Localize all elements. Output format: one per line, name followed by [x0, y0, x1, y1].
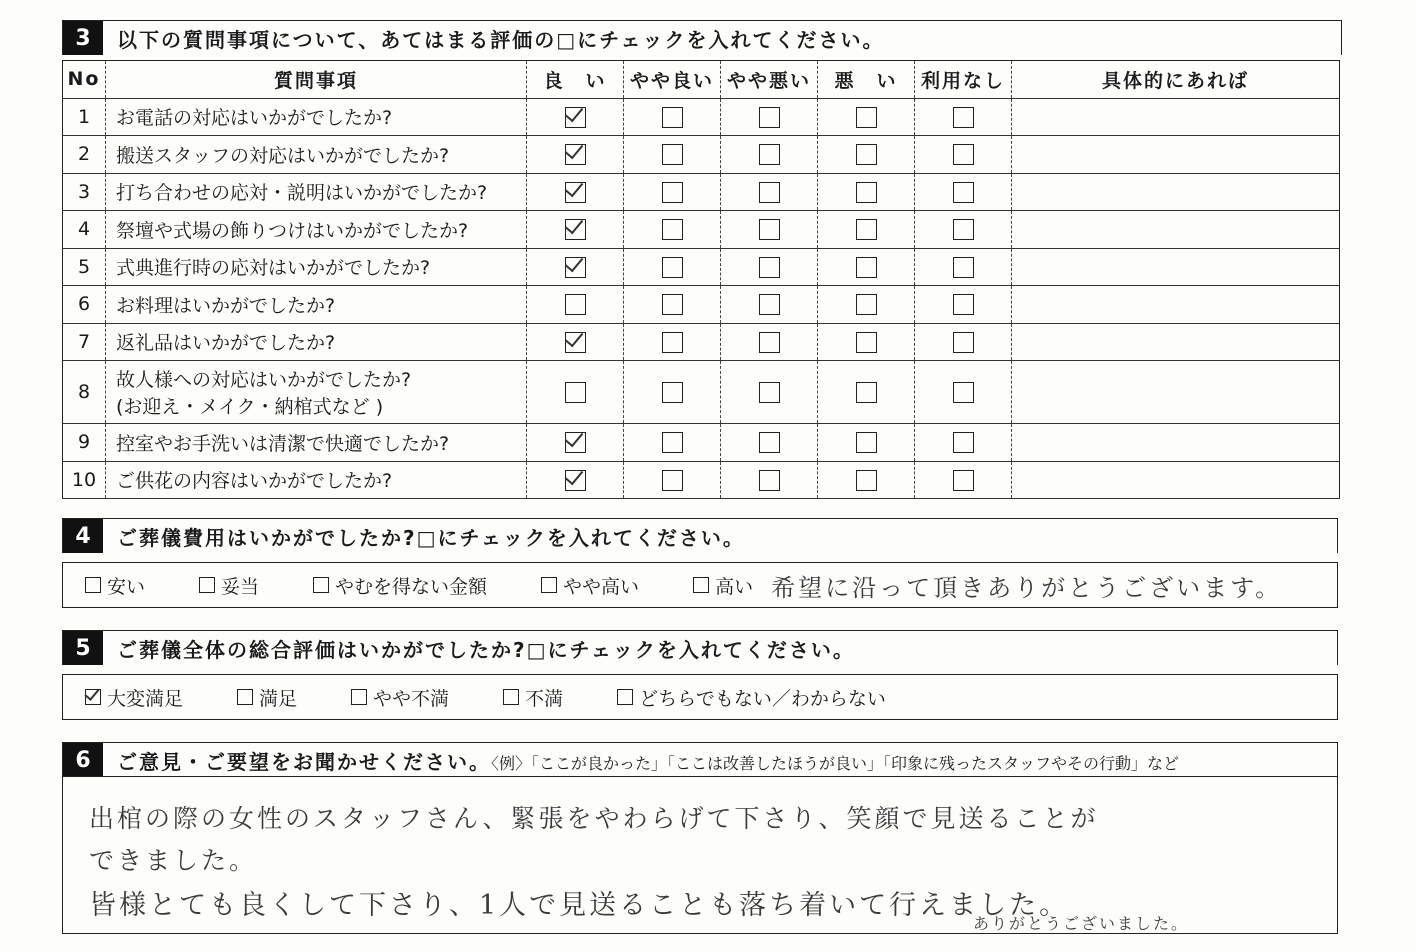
checkbox-not-used[interactable]: [953, 219, 974, 240]
cell-not-used: [915, 286, 1012, 324]
cost-option-high[interactable]: [693, 572, 753, 599]
cell-bad: [818, 211, 915, 249]
checkbox-fairly-good[interactable]: [662, 470, 683, 491]
comment-line-1: 出棺の際の女性のスタッフさん、緊張をやわらげて下さり、笑顔で見送ることが: [89, 804, 1099, 833]
checkbox-fairly-good[interactable]: [662, 144, 683, 165]
cell-not-used: [915, 323, 1012, 361]
cell-good: [527, 323, 624, 361]
row-number: 4: [63, 211, 106, 249]
notes-cell[interactable]: [1012, 424, 1340, 462]
option-label: 高い: [715, 575, 754, 598]
checkbox[interactable]: [199, 577, 215, 593]
header-good: 良 い: [527, 61, 624, 99]
table-row: [63, 136, 1340, 174]
cell-not-used: [915, 361, 1012, 424]
section6-title: [103, 746, 1179, 775]
question-line: 控室やお手洗いは清潔で快適でしたか?: [116, 432, 450, 455]
cell-fairly-bad: [721, 248, 818, 286]
checkbox-fairly-bad[interactable]: [759, 470, 780, 491]
cell-bad: [818, 98, 915, 136]
cost-option-slightly-high[interactable]: [541, 572, 639, 599]
table-header-row: [63, 61, 1340, 99]
cell-fairly-good: [624, 323, 721, 361]
cell-fairly-good: [624, 361, 721, 424]
cell-not-used: [915, 173, 1012, 211]
cell-good: [527, 98, 624, 136]
notes-cell[interactable]: [1012, 98, 1340, 136]
table-row: [63, 248, 1340, 286]
row-number: 5: [63, 248, 106, 286]
checkbox-good[interactable]: [565, 294, 586, 315]
row-number: 7: [63, 323, 106, 361]
cell-bad: [818, 136, 915, 174]
checkbox-fairly-bad[interactable]: [759, 382, 780, 403]
notes-cell[interactable]: [1012, 361, 1340, 424]
section6-title-text: ご意見・ご要望をお聞かせください。: [117, 749, 491, 774]
cell-fairly-bad: [721, 286, 818, 324]
section5-number: 5: [63, 631, 103, 665]
cell-fairly-bad: [721, 136, 818, 174]
checkbox[interactable]: [85, 577, 101, 593]
checkbox[interactable]: [617, 689, 633, 705]
checkbox-not-used[interactable]: [953, 382, 974, 403]
option-label: どちらでもない／わからない: [639, 687, 886, 710]
notes-cell[interactable]: [1012, 286, 1340, 324]
notes-cell[interactable]: [1012, 136, 1340, 174]
comment-line-2: できました。: [89, 846, 258, 875]
cell-good: [527, 361, 624, 424]
checkbox-not-used[interactable]: [953, 257, 974, 278]
header-no: No: [63, 61, 106, 99]
cell-good: [527, 461, 624, 499]
cost-handwritten-note: 希望に沿って頂きありがとうございます。: [771, 573, 1283, 602]
section6-example: 〈例〉「ここが良かった」「ここは改善したほうが良い」「印象に残ったスタッフやその行動」など: [491, 753, 1180, 773]
checkbox-fairly-good[interactable]: [662, 432, 683, 453]
checkbox-fairly-bad[interactable]: [759, 144, 780, 165]
rating-table: [62, 60, 1340, 499]
cell-not-used: [915, 461, 1012, 499]
checkbox-good[interactable]: [565, 382, 586, 403]
option-label: 不満: [525, 687, 564, 710]
checkbox-fairly-good[interactable]: [662, 107, 683, 128]
checkbox[interactable]: [503, 689, 519, 705]
row-number: 6: [63, 286, 106, 324]
question-line: 式典進行時の応対はいかがでしたか?: [116, 257, 431, 280]
cell-good: [527, 136, 624, 174]
checkbox-fairly-good[interactable]: [662, 182, 683, 203]
checkbox-bad[interactable]: [856, 470, 877, 491]
checkbox[interactable]: [351, 689, 367, 705]
question-text: [106, 361, 527, 424]
question-text: [106, 461, 527, 499]
option-label: 大変満足: [107, 687, 184, 710]
question-line: お料理はいかがでしたか?: [116, 294, 336, 317]
table-row: [63, 98, 1340, 136]
section6-number: 6: [63, 743, 103, 777]
question-line: 故人様への対応はいかがでしたか?: [116, 369, 412, 391]
checkbox-not-used[interactable]: [953, 182, 974, 203]
cell-fairly-bad: [721, 323, 818, 361]
checkbox-good[interactable]: [565, 257, 586, 278]
comment-line-4: ありがとうございました。: [973, 914, 1190, 933]
row-number: 1: [63, 98, 106, 136]
checkbox-bad[interactable]: [856, 432, 877, 453]
header-fairly-bad: やや悪い: [721, 61, 818, 99]
question-text: [106, 211, 527, 249]
overall-option-satisfied[interactable]: [237, 684, 297, 711]
checkbox-good[interactable]: [565, 332, 586, 353]
row-number: 2: [63, 136, 106, 174]
table-row: [63, 424, 1340, 462]
checkbox-bad[interactable]: [856, 257, 877, 278]
section3-title: 以下の質問事項について、あてはまる評価の□にチェックを入れてください。: [117, 27, 885, 52]
question-line: 祭壇や式場の飾りつけはいかがでしたか?: [116, 219, 469, 242]
overall-option-slightly-dissatisfied[interactable]: [351, 684, 449, 711]
header-not-used: 利用なし: [915, 61, 1012, 99]
checkbox-fairly-bad[interactable]: [759, 182, 780, 203]
row-number: 8: [63, 361, 106, 424]
cell-fairly-good: [624, 98, 721, 136]
notes-cell[interactable]: [1012, 248, 1340, 286]
checkbox-bad[interactable]: [856, 382, 877, 403]
checkbox-good[interactable]: [565, 219, 586, 240]
checkbox-bad[interactable]: [856, 294, 877, 315]
cell-fairly-bad: [721, 173, 818, 211]
checkbox-bad[interactable]: [856, 144, 877, 165]
row-number: 10: [63, 461, 106, 499]
section3-header: [62, 20, 1342, 55]
comment-box[interactable]: [62, 776, 1338, 934]
checkbox-not-used[interactable]: [953, 144, 974, 165]
notes-cell[interactable]: [1012, 211, 1340, 249]
question-line: 返礼品はいかがでしたか?: [116, 332, 336, 355]
header-question: 質問事項: [106, 61, 527, 99]
checkbox-not-used[interactable]: [953, 470, 974, 491]
question-line: 打ち合わせの応対・説明はいかがでしたか?: [116, 182, 488, 205]
question-text: [106, 286, 527, 324]
section4-options: [62, 562, 1338, 608]
cell-bad: [818, 361, 915, 424]
checkbox-not-used[interactable]: [953, 294, 974, 315]
section4-number: 4: [63, 519, 103, 553]
overall-option-neither[interactable]: [617, 684, 886, 711]
question-text: [106, 173, 527, 211]
checkbox-good[interactable]: [565, 432, 586, 453]
checkbox-bad[interactable]: [856, 107, 877, 128]
cell-bad: [818, 424, 915, 462]
option-label: やや高い: [563, 575, 640, 598]
section6-header: [62, 742, 1338, 777]
notes-cell[interactable]: [1012, 173, 1340, 211]
question-subline: (お迎え・メイク・納棺式など ): [116, 396, 384, 418]
overall-option-dissatisfied[interactable]: [503, 684, 563, 711]
question-text: [106, 98, 527, 136]
question-line: お電話の対応はいかがでしたか?: [116, 107, 393, 130]
cell-fairly-good: [624, 136, 721, 174]
table-row: [63, 286, 1340, 324]
cell-not-used: [915, 424, 1012, 462]
option-label: 安い: [107, 575, 146, 598]
checkbox-bad[interactable]: [856, 332, 877, 353]
checkbox-checked[interactable]: [85, 689, 101, 705]
cell-fairly-bad: [721, 211, 818, 249]
cell-fairly-good: [624, 424, 721, 462]
cell-fairly-good: [624, 248, 721, 286]
section4-title: ご葬儀費用はいかがでしたか?□にチェックを入れてください。: [117, 525, 745, 550]
option-label: やや不満: [373, 687, 450, 710]
checkbox-fairly-good[interactable]: [662, 219, 683, 240]
cell-fairly-bad: [721, 424, 818, 462]
checkbox-not-used[interactable]: [953, 107, 974, 128]
checkbox-fairly-good[interactable]: [662, 294, 683, 315]
checkbox-not-used[interactable]: [953, 332, 974, 353]
header-notes: 具体的にあれば: [1012, 61, 1340, 99]
cell-bad: [818, 461, 915, 499]
table-row: [63, 323, 1340, 361]
overall-option-very-satisfied[interactable]: [85, 684, 183, 711]
option-label: やむを得ない金額: [335, 575, 488, 598]
notes-cell[interactable]: [1012, 323, 1340, 361]
question-text: [106, 136, 527, 174]
notes-cell[interactable]: [1012, 461, 1340, 499]
checkbox-good[interactable]: [565, 144, 586, 165]
table-row: [63, 361, 1340, 424]
row-number: 3: [63, 173, 106, 211]
section4-header: [62, 518, 1338, 553]
checkbox-fairly-good[interactable]: [662, 332, 683, 353]
cell-fairly-good: [624, 211, 721, 249]
checkbox-fairly-bad[interactable]: [759, 107, 780, 128]
cell-fairly-bad: [721, 461, 818, 499]
checkbox[interactable]: [313, 577, 329, 593]
cell-bad: [818, 323, 915, 361]
checkbox-fairly-bad[interactable]: [759, 219, 780, 240]
checkbox-fairly-bad[interactable]: [759, 432, 780, 453]
cell-good: [527, 211, 624, 249]
option-label: 妥当: [221, 575, 260, 598]
cell-not-used: [915, 211, 1012, 249]
section5-title: ご葬儀全体の総合評価はいかがでしたか?□にチェックを入れてください。: [117, 637, 855, 662]
question-text: [106, 323, 527, 361]
checkbox-fairly-bad[interactable]: [759, 257, 780, 278]
cell-fairly-bad: [721, 98, 818, 136]
cost-option-reasonable[interactable]: [199, 572, 259, 599]
header-fairly-good: やや良い: [624, 61, 721, 99]
checkbox-fairly-good[interactable]: [662, 257, 683, 278]
cell-fairly-good: [624, 173, 721, 211]
comment-line-3: 皆様とても良くして下さり、1人で見送ることも落ち着いて行えました。: [89, 890, 1070, 921]
table-row: [63, 461, 1340, 499]
cell-good: [527, 286, 624, 324]
checkbox-not-used[interactable]: [953, 432, 974, 453]
section3-number: 3: [63, 21, 103, 55]
table-row: [63, 173, 1340, 211]
cell-not-used: [915, 98, 1012, 136]
checkbox-bad[interactable]: [856, 182, 877, 203]
checkbox-fairly-bad[interactable]: [759, 294, 780, 315]
cell-bad: [818, 173, 915, 211]
section5-options: [62, 674, 1338, 720]
cell-bad: [818, 248, 915, 286]
cost-option-cheap[interactable]: [85, 572, 145, 599]
question-line: ご供花の内容はいかがでしたか?: [116, 470, 393, 493]
checkbox-fairly-good[interactable]: [662, 382, 683, 403]
checkbox[interactable]: [237, 689, 253, 705]
question-text: [106, 424, 527, 462]
checkbox[interactable]: [693, 577, 709, 593]
checkbox-good[interactable]: [565, 470, 586, 491]
cell-good: [527, 173, 624, 211]
cell-bad: [818, 286, 915, 324]
cost-option-unavoidable[interactable]: [313, 572, 487, 599]
cell-not-used: [915, 248, 1012, 286]
row-number: 9: [63, 424, 106, 462]
question-text: [106, 248, 527, 286]
cell-good: [527, 248, 624, 286]
cell-not-used: [915, 136, 1012, 174]
checkbox-fairly-bad[interactable]: [759, 332, 780, 353]
cell-fairly-good: [624, 286, 721, 324]
question-line: 搬送スタッフの対応はいかがでしたか?: [116, 144, 450, 167]
checkbox-good[interactable]: [565, 107, 586, 128]
header-bad: 悪 い: [818, 61, 915, 99]
checkbox-good[interactable]: [565, 182, 586, 203]
checkbox[interactable]: [541, 577, 557, 593]
table-row: [63, 211, 1340, 249]
option-label: 満足: [259, 687, 298, 710]
checkbox-bad[interactable]: [856, 219, 877, 240]
section5-header: [62, 630, 1338, 665]
cell-fairly-good: [624, 461, 721, 499]
cell-good: [527, 424, 624, 462]
cell-fairly-bad: [721, 361, 818, 424]
